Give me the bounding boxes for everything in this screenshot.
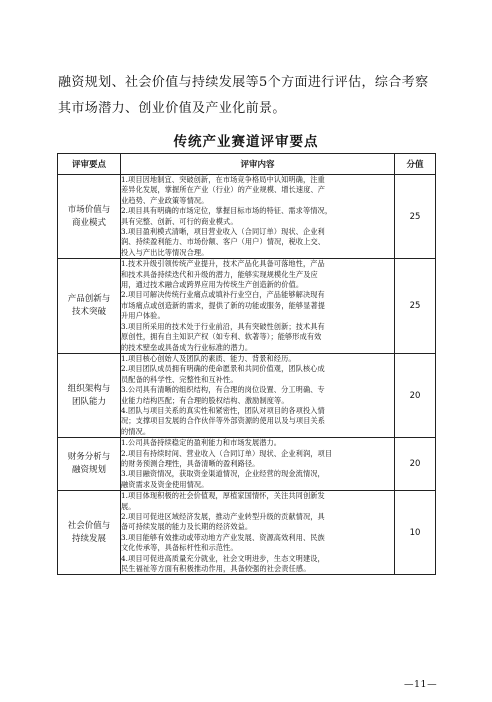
content-line: 备可持续发展的能力及长期的经济效益。: [121, 522, 253, 532]
header-score: 分值: [395, 154, 436, 175]
content-line: 文化传承等，具备标杆性和示范性。: [121, 543, 238, 553]
row-category: [58, 353, 121, 437]
row-category: [58, 175, 121, 259]
content-line: 2.项目有持续时间、营业收入（合同订单）现状、企业利润，项目: [121, 448, 333, 458]
category-line: 产品创新与: [67, 294, 111, 305]
content-line: 3.项目融资情况，获取资金渠道情况，企业经营的现金流情况，: [121, 469, 325, 479]
table-row: [58, 259, 436, 354]
content-line: 3.项目所采用的技术处于行业前沿，具有突破性创新；技术具有: [121, 321, 325, 331]
row-content: [121, 259, 395, 354]
row-category: [58, 491, 121, 575]
category-line: 融资规划: [71, 465, 106, 476]
review-table: [57, 153, 436, 575]
category-line: 财务分析与: [67, 452, 111, 463]
content-line: 2.项目可促进区域经济发展，推动产业转型升级的贡献情况，具: [121, 512, 325, 521]
content-line: 3.项目能够有效推动或带动地方产业发展、资源高效利用、民族: [121, 532, 325, 542]
content-line: 员配备的科学性、完整性和互补性。: [121, 374, 238, 384]
category-line: 社会价值与: [67, 520, 111, 531]
content-line: 市场痛点或创造新的需求，提供了新的功能或服务，能够显著提: [121, 300, 326, 310]
content-line: 的技术壁垒或具备成为行业标准的潜力。: [121, 342, 253, 352]
content-line: 业趋势、产业政策等情况。: [121, 195, 209, 205]
row-score: 25: [395, 259, 436, 354]
header-content: 评审内容: [121, 154, 395, 175]
content-line: 况；支撑项目发展的合作伙伴等外部资源的使用以及与项目关系: [121, 416, 326, 426]
intro-line-1: 融资规划、社会价值与持续发展等5个方面进行评估，综合考察: [58, 75, 429, 90]
table-row: [58, 175, 436, 259]
content-line: 投入与产出比等情况合理。: [121, 247, 209, 257]
content-line: 3.公司具有清晰的组织结构，有合理的岗位设置、分工明确、专: [121, 385, 325, 395]
row-score: 10: [395, 491, 436, 575]
content-line: 3.项目盈利模式清晰，项目营业收入（合同订单）现状、企业利: [121, 227, 325, 237]
row-score: 20: [395, 353, 436, 437]
content-line: 民生福祉等方面有积极推动作用，具备较强的社会责任感。: [121, 564, 311, 574]
row-content: [121, 491, 395, 575]
content-line: 的财务预测合理性，具备清晰的盈利路径。: [121, 458, 260, 468]
content-line: 2.项目具有明确的市场定位，掌握目标市场的特征、需求等情况，: [121, 206, 333, 216]
category-line: 技术突破: [71, 307, 106, 318]
row-category: [58, 438, 121, 491]
content-line: 1.技术升级引领传统产业提升，技术产品化具备可落地性，产品: [121, 259, 325, 269]
content-line: 和技术具备持续迭代和升级的潜力，能够实现规模化生产及应: [121, 269, 318, 279]
content-line: 4.项目可促进高质量充分就业，社会文明进步，生态文明建设，: [121, 553, 325, 563]
category-line: 团队能力: [71, 396, 106, 407]
page-number: —11—: [404, 679, 438, 690]
content-line: 1.项目因地制宜、突破创新，在市场竞争格局中认知明确，注重: [121, 175, 325, 184]
content-line: 2.项目可解决传统行业痛点或填补行业空白，产品能够解决现有: [121, 290, 325, 300]
intro-line-2: 其市场潜力、创业价值及产业化前景。: [58, 101, 286, 116]
intro-paragraph: [58, 70, 438, 122]
content-line: 1.项目核心创始人及团队的素质、能力、背景和经历。: [121, 353, 296, 363]
content-line: 原创性，拥有自主知识产权（如专利、软著等）；能够形成有效: [121, 332, 322, 342]
header-category: 评审要点: [58, 154, 121, 175]
content-line: 1.项目体现积极的社会价值观，厚植家国情怀，关注共同创新发: [121, 491, 325, 501]
content-line: 业能力结构匹配；有合理的股权结构、激励制度等。: [121, 395, 289, 405]
table-body: [58, 175, 436, 575]
row-content: [121, 438, 395, 491]
row-score: 25: [395, 175, 436, 259]
content-line: 润、持续盈利能力、市场份额、客户（用户）情况，税收上交、: [121, 237, 326, 247]
table-title: 传统产业赛道评审要点: [173, 134, 319, 150]
row-content: [121, 353, 395, 437]
table-row: [58, 491, 436, 575]
category-line: 持续发展: [71, 533, 106, 544]
content-line: 2.项目团队成员拥有明确的使命愿景和共同价值观，团队核心成: [121, 364, 325, 374]
content-line: 用，通过技术融合或跨界应用为传统生产创造新的价值。: [121, 280, 304, 290]
table-row: [58, 438, 436, 491]
category-line: 商业模式: [71, 217, 106, 228]
content-line: 融资需求及资金使用情况。: [121, 479, 209, 489]
content-line: 1.公司具备持续稳定的盈利能力和市场发展潜力。: [121, 438, 282, 448]
content-line: 差异化发展，掌握所在产业（行业）的产业规模、增长速度、产: [121, 185, 326, 195]
content-line: 展。: [121, 501, 136, 511]
row-content: [121, 175, 395, 259]
content-line: 4.团队与项目关系的真实性和紧密性，团队对项目的各项投入情: [121, 405, 325, 415]
category-line: 组织架构与: [67, 383, 111, 394]
table-row: [58, 353, 436, 437]
content-line: 升用户体验。: [121, 311, 165, 321]
content-line: 的情况。: [121, 426, 151, 436]
row-score: 20: [395, 438, 436, 491]
category-line: 市场价值与: [67, 204, 111, 215]
content-line: 具有完整、创新、可行的商业模式。: [121, 216, 238, 226]
row-category: [58, 259, 121, 354]
table-header-row: [58, 154, 436, 175]
